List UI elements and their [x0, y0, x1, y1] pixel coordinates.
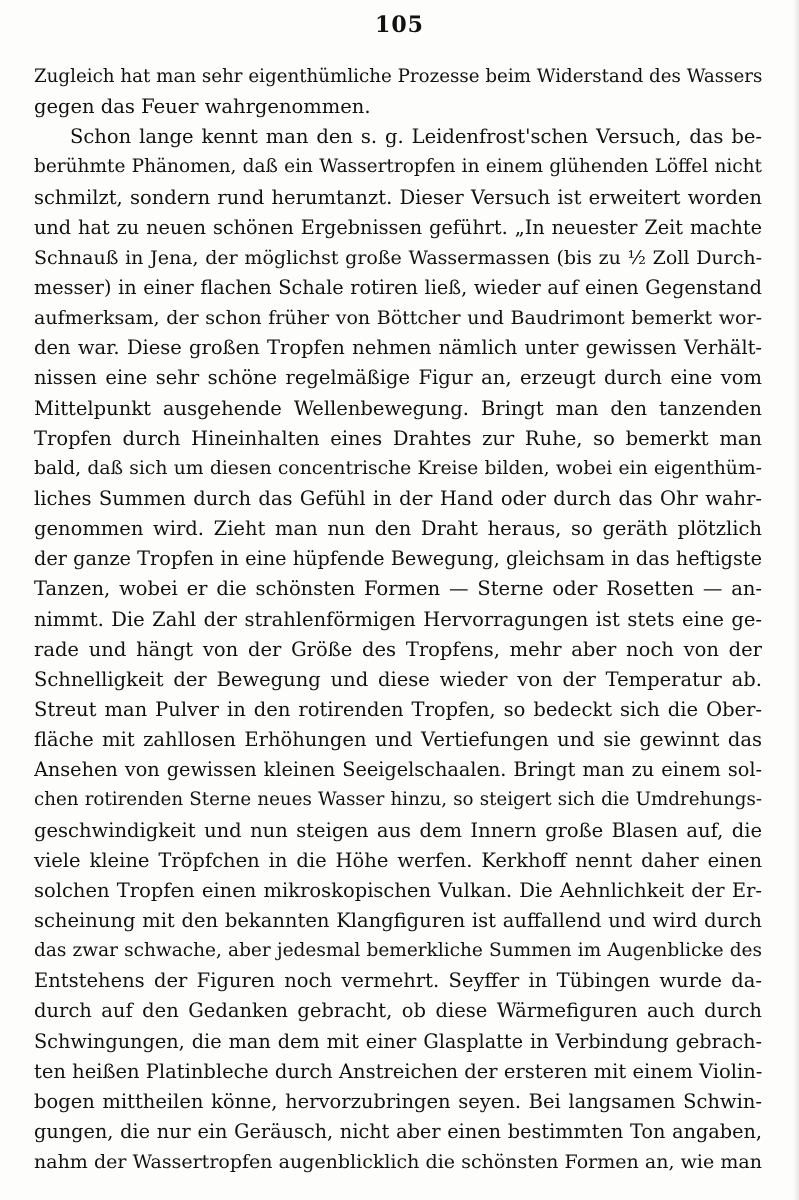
text-line: berühmte Phänomen, daß ein Wassertropfen in einem glühenden Löffel nicht [34, 156, 762, 178]
text-line: schmilzt, sondern rund herumtanzt. Dieser Versuch ist erweitert worden [34, 185, 762, 209]
text-line: Mittelpunkt ausgehende Wellenbewegung. Bringt man den tanzenden [34, 396, 762, 420]
text-line: chen rotirenden Sterne neues Wasser hinzu, so steigert sich die Umdrehungs- [34, 789, 762, 811]
text-line: ten heißen Platinbleche durch Anstreichen der ersteren mit einem Violin- [34, 1059, 762, 1083]
text-line: geschwindigkeit und nun steigen aus dem Innern große Blasen auf, die [34, 818, 762, 842]
text-line: und hat zu neuen schönen Ergebnissen geführt. „In neuester Zeit machte [34, 215, 762, 239]
text-line: Tropfen durch Hineinhalten eines Drahtes zur Ruhe, so bemerkt man [34, 426, 762, 450]
text-line: Tanzen, wobei er die schönsten Formen — Sterne oder Rosetten — an- [34, 577, 762, 601]
text-line: liches Summen durch das Gefühl in der Hand oder durch das Ohr wahr- [34, 486, 762, 510]
text-line: gegen das Feuer wahrgenommen. [34, 95, 371, 119]
text-line: Streut man Pulver in den rotirenden Tropfen, so bedeckt sich die Ober- [34, 697, 762, 721]
text-line: bogen mittheilen könne, hervorzubringen seyen. Bei langsamen Schwin- [34, 1089, 762, 1113]
body-text [34, 62, 762, 1177]
text-line: Schon lange kennt man den s. g. Leidenfrost'schen Versuch, das be- [70, 125, 762, 149]
text-line: fläche mit zahllosen Erhöhungen und Vertiefungen und sie gewinnt das [34, 728, 762, 752]
text-line: Schnelligkeit der Bewegung und diese wieder von der Temperatur ab. [34, 667, 762, 691]
text-line: messer) in einer flachen Schale rotiren ließ, wieder auf einen Gegenstand [34, 275, 762, 299]
text-line: bald, daß sich um diesen concentrische Kreise bilden, wobei ein eigenthüm- [34, 457, 762, 479]
text-line: nissen eine sehr schöne regelmäßige Figur an, erzeugt durch eine vom [34, 366, 762, 390]
text-line: Schnauß in Jena, der möglichst große Wassermassen (bis zu ½ Zoll Durch- [34, 246, 762, 269]
text-line: Schwingungen, die man dem mit einer Glasplatte in Verbindung gebrach- [34, 1029, 762, 1053]
text-line: nahm der Wassertropfen augenblicklich die schönsten Formen an, wie man [34, 1151, 762, 1174]
text-line: genommen wird. Zieht man nun den Draht heraus, so geräth plötzlich [34, 517, 762, 541]
text-line: aufmerksam, der schon früher von Böttcher und Baudrimont bemerkt wor- [34, 307, 762, 330]
text-line: viele kleine Tröpfchen in die Höhe werfen. Kerkhoff nennt daher einen [34, 848, 762, 872]
text-line: das zwar schwache, aber jedesmal bemerkliche Summen im Augenblicke des [34, 940, 762, 962]
text-line: scheinung mit den bekannten Klangfiguren ist auffallend und wird durch [34, 908, 762, 932]
page-number: 105 [375, 12, 424, 38]
text-line: solchen Tropfen einen mikroskopischen Vulkan. Die Aehnlichkeit der Er- [34, 878, 762, 902]
text-line: rade und hängt von der Größe des Tropfens, mehr aber noch von der [34, 637, 762, 661]
text-line: den war. Diese großen Tropfen nehmen nämlich unter gewissen Verhält- [34, 336, 762, 360]
text-line: nimmt. Die Zahl der strahlenförmigen Hervorragungen ist stets eine ge- [34, 607, 762, 631]
text-line: der ganze Tropfen in eine hüpfende Bewegung, gleichsam in das heftigste [34, 547, 762, 571]
text-line: Zugleich hat man sehr eigenthümliche Prozesse beim Widerstand des Wassers [34, 66, 762, 87]
page-edge-shadow [793, 0, 799, 1200]
text-line: durch auf den Gedanken gebracht, ob diese Wärmefiguren auch durch [34, 999, 762, 1023]
text-line: Ansehen von gewissen kleinen Seeigelschaalen. Bringt man zu einem sol- [34, 758, 762, 782]
text-line: Entstehens der Figuren noch vermehrt. Seyffer in Tübingen wurde da- [34, 969, 762, 993]
text-line: gungen, die nur ein Geräusch, nicht aber einen bestimmten Ton angaben, [34, 1119, 762, 1143]
